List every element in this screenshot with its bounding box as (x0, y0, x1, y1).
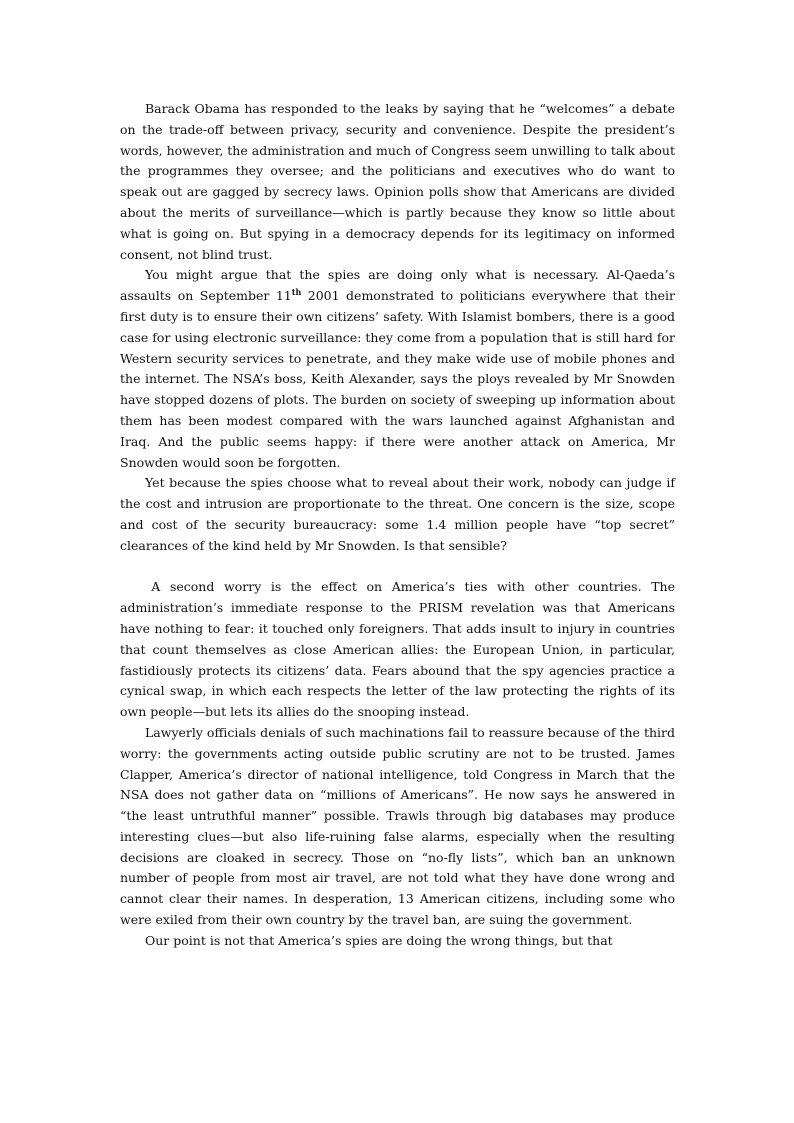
ordinal-superscript: th (291, 287, 302, 298)
paragraph-3: Yet because the spies choose what to reveal about their work, nobody can judge if the cost and intrusion are proportionate to the threat. One concern is the size, scope and cost of the security bureaucracy: some 1.4 million people have “top secret” clearances of the kind held by Mr Snowden. Is that sensible? (120, 475, 675, 553)
paragraph-1: Barack Obama has responded to the leaks by saying that he “welcomes” a debate on the trade-off between privacy, security and convenience. Despite the president’s words, however, the administration and much of Congress seem unwilling to talk about the programmes they oversee; and the politicians and executives who do want to speak out are gagged by secrecy laws. Opinion polls show that Americans are divided about the merits of surveillance—which is partly because they know so little about what is going on. But spying in a democracy depends for its legitimacy on informed consent, not blind trust. (120, 101, 675, 262)
paragraph-2-text-b: 2001 demonstrated to politicians everywhere that their first duty is to ensure their own citizens’ safety. With Islamist bombers, there is a good case for using electronic surveillance: they come from a population that is still hard for Western security services to penetrate, and they make wide use of mobile phones and the internet. The NSA’s boss, Keith Alexander, says the ploys revealed by Mr Snowden have stopped dozens of plots. The burden on society of sweeping up information about them has been modest compared with the wars launched against Afghanistan and Iraq. And the public seems happy: if there were another attack on America, Mr Snowden would soon be forgotten. (120, 288, 675, 470)
paragraph-4: A second worry is the effect on America’s ties with other countries. The administration’s immediate response to the PRISM revelation was that Americans have nothing to fear: it touched only foreigners. That adds insult to injury in countries that count themselves as close American allies: the European Union, in particular, fastidiously protects its citizens’ data. Fears abound that the spy agencies practice a cynical swap, in which each respects the letter of the law protecting the rights of its own people—but lets its allies do the snooping instead. (120, 579, 675, 720)
paragraph-6: Our point is not that America’s spies are doing the wrong things, but that (145, 932, 613, 948)
paragraph-2 (120, 265, 675, 473)
article-body (120, 99, 675, 952)
paragraph-2-text-a: You might argue that the spies are doing only what is necessary. Al-Qaeda’s assaults on September 11 (120, 267, 675, 304)
paragraph-5: Lawyerly officials denials of such machinations fail to reassure because of the third worry: the governments acting outside public scrutiny are not to be trusted. James Clapper, America’s director of national intelligence, told Congress in March that the NSA does not gather data on “millions of Americans”. He now says he answered in “the least untruthful manner” possible. Trawls through big databases may produce interesting clues—but also life-ruining false alarms, especially when the resulting decisions are cloaked in secrecy. Those on “no-fly lists”, which ban an unknown number of people from most air travel, are not told what they have done wrong and cannot clear their names. In desperation, 13 American citizens, including some who were exiled from their own country by the travel ban, are suing the government. (120, 724, 675, 928)
